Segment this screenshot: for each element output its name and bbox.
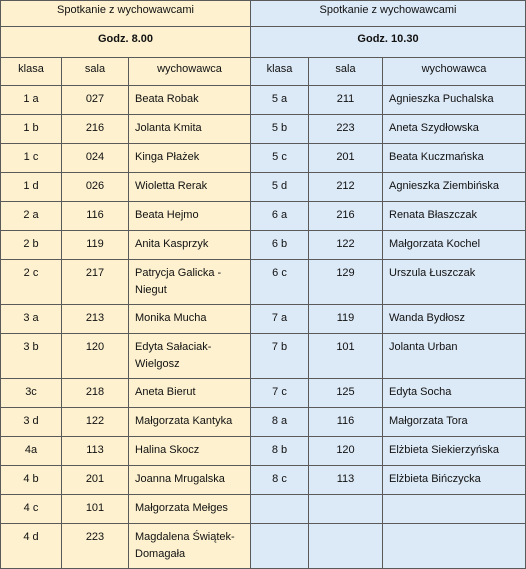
left-sala-cell: 120 [62, 334, 129, 379]
right-wychowawca-cell: Edyta Socha [383, 379, 526, 408]
right-klasa-cell: 5 c [251, 144, 309, 173]
left-klasa-cell: 1 a [1, 86, 62, 115]
left-wychowawca-cell: Wioletta Rerak [129, 173, 251, 202]
left-title: Spotkanie z wychowawcami [1, 1, 251, 27]
left-wychowawca-cell: Małgorzata Kantyka [129, 408, 251, 437]
left-klasa-cell: 3 b [1, 334, 62, 379]
table-body [1, 86, 526, 569]
left-sala-cell: 119 [62, 231, 129, 260]
left-klasa-cell: 1 d [1, 173, 62, 202]
left-sala-cell: 122 [62, 408, 129, 437]
right-wychowawca-cell: Elżbieta Siekierzyńska [383, 437, 526, 466]
left-sala-cell: 217 [62, 260, 129, 305]
left-header-sala: sala [62, 58, 129, 86]
left-wychowawca-cell: Patrycja Galicka - Niegut [129, 260, 251, 305]
left-klasa-cell: 4 c [1, 495, 62, 524]
table-row [1, 437, 526, 466]
left-klasa-cell: 4 b [1, 466, 62, 495]
table-row [1, 202, 526, 231]
right-klasa-cell: 6 b [251, 231, 309, 260]
right-wychowawca-cell: Małgorzata Kochel [383, 231, 526, 260]
right-header-sala: sala [309, 58, 383, 86]
right-sala-cell: 223 [309, 115, 383, 144]
table-row [1, 495, 526, 524]
table-row [1, 305, 526, 334]
right-sala-cell: 119 [309, 305, 383, 334]
left-wychowawca-cell: Magdalena Świątek-Domagała [129, 524, 251, 569]
right-sala-cell: 122 [309, 231, 383, 260]
left-wychowawca-cell: Halina Skocz [129, 437, 251, 466]
right-klasa-cell: 7 b [251, 334, 309, 379]
left-wychowawca-cell: Aneta Bierut [129, 379, 251, 408]
right-wychowawca-cell [383, 495, 526, 524]
left-sala-cell: 113 [62, 437, 129, 466]
right-sala-cell: 120 [309, 437, 383, 466]
right-klasa-cell: 5 a [251, 86, 309, 115]
left-sala-cell: 216 [62, 115, 129, 144]
right-klasa-cell: 8 b [251, 437, 309, 466]
table-row [1, 408, 526, 437]
right-klasa-cell: 6 a [251, 202, 309, 231]
right-wychowawca-cell: Renata Błaszczak [383, 202, 526, 231]
table-row [1, 334, 526, 379]
table-row [1, 144, 526, 173]
table-row [1, 524, 526, 569]
right-wychowawca-cell: Agnieszka Puchalska [383, 86, 526, 115]
left-klasa-cell: 3c [1, 379, 62, 408]
right-klasa-cell: 8 c [251, 466, 309, 495]
right-sala-cell [309, 495, 383, 524]
left-wychowawca-cell: Jolanta Kmita [129, 115, 251, 144]
right-klasa-cell: 7 c [251, 379, 309, 408]
right-wychowawca-cell [383, 524, 526, 569]
table-row [1, 379, 526, 408]
left-wychowawca-cell: Joanna Mrugalska [129, 466, 251, 495]
left-klasa-cell: 3 d [1, 408, 62, 437]
left-wychowawca-cell: Edyta Sałaciak-Wielgosz [129, 334, 251, 379]
right-klasa-cell: 6 c [251, 260, 309, 305]
left-klasa-cell: 3 a [1, 305, 62, 334]
right-klasa-cell: 8 a [251, 408, 309, 437]
left-time: Godz. 8.00 [1, 27, 251, 58]
left-klasa-cell: 1 c [1, 144, 62, 173]
table-row [1, 173, 526, 202]
right-klasa-cell: 5 d [251, 173, 309, 202]
left-sala-cell: 116 [62, 202, 129, 231]
right-klasa-cell: 7 a [251, 305, 309, 334]
left-klasa-cell: 4 d [1, 524, 62, 569]
left-wychowawca-cell: Beata Hejmo [129, 202, 251, 231]
right-sala-cell: 113 [309, 466, 383, 495]
left-klasa-cell: 1 b [1, 115, 62, 144]
right-wychowawca-cell: Małgorzata Tora [383, 408, 526, 437]
left-sala-cell: 213 [62, 305, 129, 334]
left-sala-cell: 024 [62, 144, 129, 173]
left-wychowawca-cell: Kinga Płażek [129, 144, 251, 173]
left-sala-cell: 101 [62, 495, 129, 524]
right-sala-cell: 129 [309, 260, 383, 305]
right-time: Godz. 10.30 [251, 27, 526, 58]
left-wychowawca-cell: Małgorzata Mełges [129, 495, 251, 524]
right-klasa-cell [251, 524, 309, 569]
table-row [1, 231, 526, 260]
left-sala-cell: 201 [62, 466, 129, 495]
right-wychowawca-cell: Agnieszka Ziembińska [383, 173, 526, 202]
right-wychowawca-cell: Beata Kuczmańska [383, 144, 526, 173]
table-row [1, 115, 526, 144]
right-header-klasa: klasa [251, 58, 309, 86]
left-klasa-cell: 2 b [1, 231, 62, 260]
right-klasa-cell: 5 b [251, 115, 309, 144]
left-wychowawca-cell: Anita Kasprzyk [129, 231, 251, 260]
left-klasa-cell: 4a [1, 437, 62, 466]
right-sala-cell: 116 [309, 408, 383, 437]
left-sala-cell: 027 [62, 86, 129, 115]
right-title: Spotkanie z wychowawcami [251, 1, 526, 27]
table-row [1, 466, 526, 495]
right-sala-cell [309, 524, 383, 569]
right-sala-cell: 211 [309, 86, 383, 115]
right-sala-cell: 216 [309, 202, 383, 231]
table-row [1, 86, 526, 115]
left-header-klasa: klasa [1, 58, 62, 86]
right-wychowawca-cell: Aneta Szydłowska [383, 115, 526, 144]
right-klasa-cell [251, 495, 309, 524]
left-klasa-cell: 2 a [1, 202, 62, 231]
left-wychowawca-cell: Beata Robak [129, 86, 251, 115]
left-sala-cell: 223 [62, 524, 129, 569]
right-sala-cell: 101 [309, 334, 383, 379]
right-wychowawca-cell: Wanda Bydłosz [383, 305, 526, 334]
right-sala-cell: 212 [309, 173, 383, 202]
right-sala-cell: 125 [309, 379, 383, 408]
left-header-wychowawca: wychowawca [129, 58, 251, 86]
right-wychowawca-cell: Elżbieta Bińczycka [383, 466, 526, 495]
left-sala-cell: 026 [62, 173, 129, 202]
left-klasa-cell: 2 c [1, 260, 62, 305]
right-wychowawca-cell: Urszula Łuszczak [383, 260, 526, 305]
right-wychowawca-cell: Jolanta Urban [383, 334, 526, 379]
table-row [1, 260, 526, 305]
right-header-wychowawca: wychowawca [383, 58, 526, 86]
left-sala-cell: 218 [62, 379, 129, 408]
right-sala-cell: 201 [309, 144, 383, 173]
left-wychowawca-cell: Monika Mucha [129, 305, 251, 334]
